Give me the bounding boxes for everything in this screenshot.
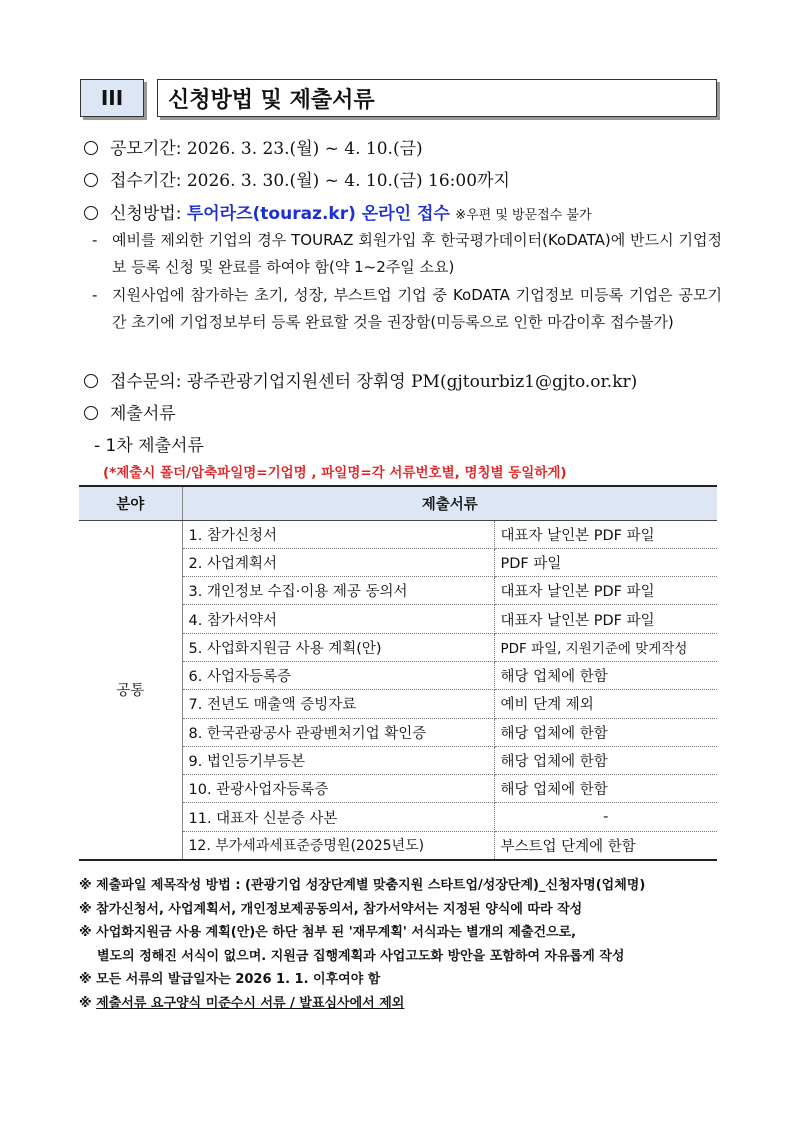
circle-bullet-icon: [84, 141, 98, 155]
table-row: [79, 520, 717, 548]
method-note: ※우편 및 방문접수 불가: [455, 208, 592, 223]
receipt-period-value: 2026. 3. 30.(월) ~ 4. 10.(금) 16:00까지: [186, 171, 510, 191]
note-line: ※ 사업화지원금 사용 계획(안)은 하단 첨부 된 '재무계획' 서식과는 별개의 제출건으로,: [79, 925, 577, 940]
recruit-period: 공모기간: 2026. 3. 23.(월) ~ 4. 10.(금): [84, 134, 423, 159]
document-note: -: [494, 803, 717, 831]
document-note: 해당 업체에 한함: [494, 718, 717, 746]
document-note: 대표자 날인본 PDF 파일: [494, 520, 717, 548]
document-name: 4. 참가서약서: [182, 605, 494, 633]
document-name: 10. 관광사업자등록증: [182, 775, 494, 803]
header-category: 분야: [79, 486, 182, 520]
document-name: 8. 한국관광공사 관광벤처기업 확인증: [182, 718, 494, 746]
file-naming-note: (*제출시 폴더/압축파일명=기업명 , 파일명=각 서류번호별, 명칭별 동일하게): [103, 465, 567, 481]
category-cell: 공통: [79, 520, 182, 860]
contact-value: 광주관광기업지원센터 장휘영 PM(gjtourbiz1@gjto.or.kr): [186, 372, 638, 392]
document-note: 예비 단계 제외: [494, 690, 717, 718]
circle-bullet-icon: [84, 406, 98, 420]
document-name: 2. 사업계획서: [182, 548, 494, 576]
method-detail-1: - 예비를 제외한 기업의 경우 TOURAZ 회원가입 후 한국평가데이터(KoDATA)에 반드시 기업정보 등록 신청 및 완료를 하여야 함(약 1~2주일 소요): [92, 231, 722, 276]
document-note: 해당 업체에 한함: [494, 775, 717, 803]
document-note: 해당 업체에 한함: [494, 661, 717, 689]
table-header-row: [79, 486, 717, 520]
note-line: ※ 모든 서류의 발급일자는 2026 1. 1. 이후여야 함: [79, 972, 381, 987]
note-line: ※ 참가신청서, 사업계획서, 개인정보제공동의서, 참가서약서는 지정된 양식에 따라 작성: [79, 901, 583, 917]
application-method: 신청방법: 투어라즈(touraz.kr) 온라인 접수 ※우편 및 방문접수 불가: [84, 199, 592, 224]
exclusion-warning: 제출서류 요구양식 미준수시 서류 / 발표심사에서 제외: [96, 995, 405, 1011]
application-method-value: 투어라즈(touraz.kr) 온라인 접수: [186, 204, 450, 224]
circle-bullet-icon: [84, 206, 98, 220]
document-note: 대표자 날인본 PDF 파일: [494, 605, 717, 633]
first-round-heading: - 1차 제출서류: [94, 436, 204, 456]
document-name: 3. 개인정보 수집·이용 제공 동의서: [182, 577, 494, 605]
section-number: III: [80, 79, 144, 117]
notes-block: [79, 874, 719, 1015]
documents-table: [79, 485, 717, 861]
note-line: 별도의 정해진 서식이 없으며. 지원금 집행계획과 사업고도화 방안을 포함하여 자유롭게 작성: [97, 948, 625, 964]
document-name: 6. 사업자등록증: [182, 661, 494, 689]
document-name: 11. 대표자 신분증 사본: [182, 803, 494, 831]
section-title: 신청방법 및 제출서류: [157, 79, 717, 117]
document-note: 대표자 날인본 PDF 파일: [494, 577, 717, 605]
document-note: 해당 업체에 한함: [494, 746, 717, 774]
contact-info: 접수문의: 광주관광기업지원센터 장휘영 PM(gjtourbiz1@gjto.or.kr): [84, 367, 637, 392]
receipt-period: 접수기간: 2026. 3. 30.(월) ~ 4. 10.(금) 16:00까지: [84, 166, 510, 191]
recruit-period-value: 2026. 3. 23.(월) ~ 4. 10.(금): [186, 139, 423, 159]
circle-bullet-icon: [84, 173, 98, 187]
documents-heading: 제출서류: [84, 399, 176, 424]
note-line: ※ 제출서류 요구양식 미준수시 서류 / 발표심사에서 제외: [79, 995, 405, 1011]
note-line: ※ 제출파일 제목작성 방법 : (관광기업 성장단계별 맞춤지원 스타트업/성장단계)_신청자명(업체명): [79, 878, 646, 893]
document-note: PDF 파일, 지원기준에 맞게작성: [494, 633, 717, 661]
document-name: 5. 사업화지원금 사용 계획(안): [182, 633, 494, 661]
header-documents: 제출서류: [182, 486, 717, 520]
document-note: 부스트업 단계에 한함: [494, 831, 717, 859]
method-detail-2: - 지원사업에 참가하는 초기, 성장, 부스트업 기업 중 KoDATA 기업정보 미등록 기업은 공모기간 초기에 기업정보부터 등록 완료할 것을 권장함(미등록으로 인한 마감이후 접수불가): [92, 286, 722, 331]
document-name: 9. 법인등기부등본: [182, 746, 494, 774]
document-name: 12. 부가세과세표준증명원(2025년도): [182, 831, 494, 859]
document-note: PDF 파일: [494, 548, 717, 576]
circle-bullet-icon: [84, 374, 98, 388]
document-name: 1. 참가신청서: [182, 520, 494, 548]
document-name: 7. 전년도 매출액 증빙자료: [182, 690, 494, 718]
